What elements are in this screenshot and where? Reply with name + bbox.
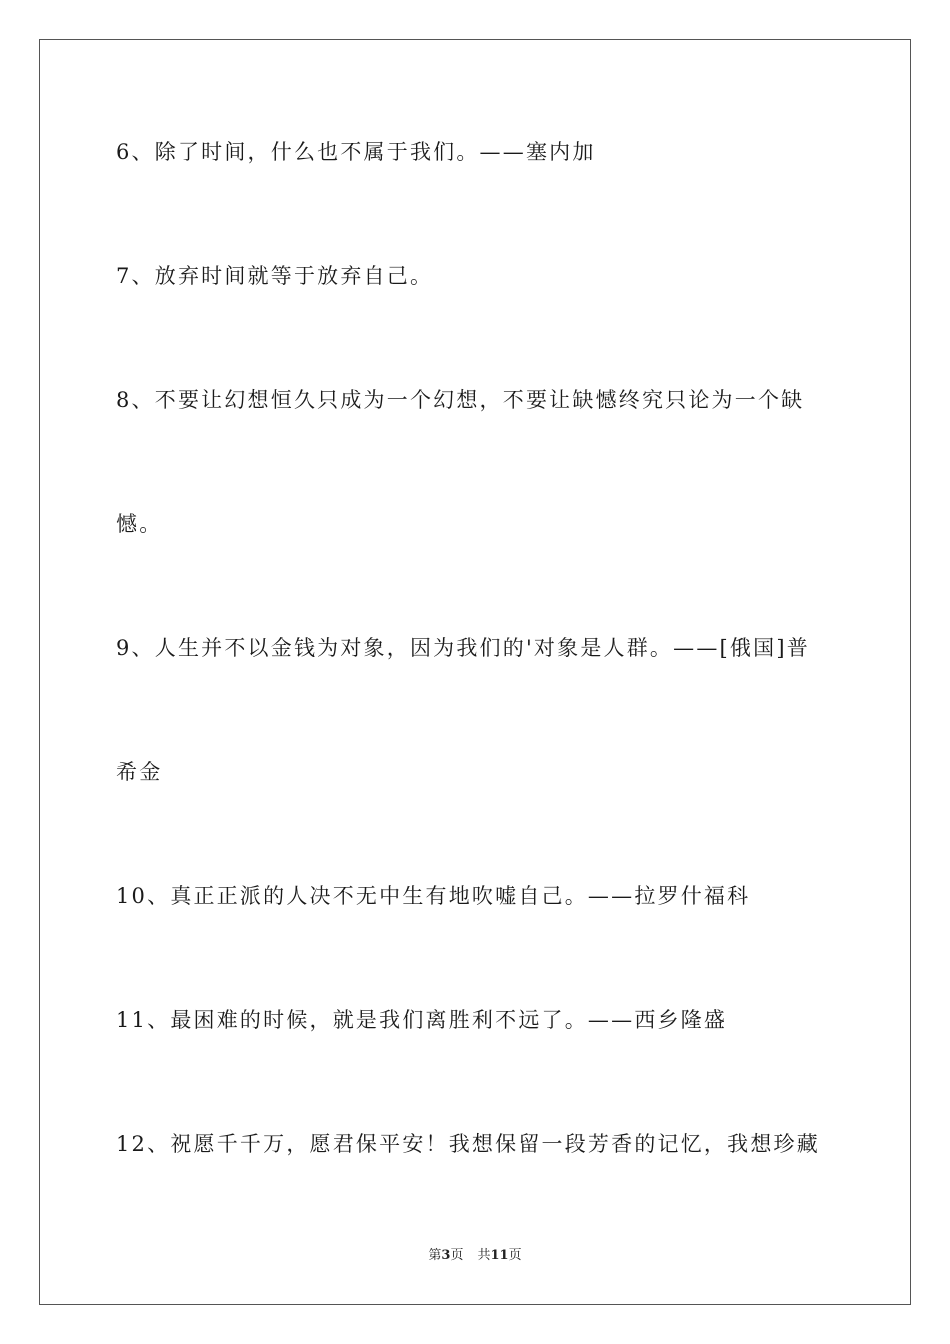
page-suffix: 页 — [450, 1248, 464, 1263]
quote-line-8: 8、不要让幻想恒久只成为一个幻想，不要让缺憾终究只论为一个缺 — [116, 388, 805, 412]
quote-line-8-continued: 憾。 — [116, 512, 163, 536]
quote-line-11: 11、最困难的时候，就是我们离胜利不远了。——西乡隆盛 — [116, 1008, 728, 1032]
total-suffix: 页 — [508, 1248, 522, 1263]
quote-line-9: 9、人生并不以金钱为对象，因为我们的'对象是人群。——[俄国]普 — [116, 636, 810, 660]
page-border — [39, 39, 911, 1305]
quote-line-12: 12、祝愿千千万，愿君保平安！我想保留一段芳香的记忆，我想珍藏 — [116, 1132, 820, 1156]
quote-line-10: 10、真正正派的人决不无中生有地吹嘘自己。——拉罗什福科 — [116, 884, 751, 908]
quote-line-9-continued: 希金 — [116, 760, 163, 784]
current-page-number: 3 — [441, 1248, 451, 1263]
page-prefix: 第 — [428, 1248, 442, 1263]
quote-line-6: 6、除了时间，什么也不属于我们。——塞内加 — [116, 140, 596, 164]
total-prefix: 共 — [477, 1248, 491, 1263]
page-footer — [0, 1247, 950, 1265]
quote-line-7: 7、放弃时间就等于放弃自己。 — [116, 264, 434, 288]
total-page-count: 11 — [490, 1248, 509, 1263]
